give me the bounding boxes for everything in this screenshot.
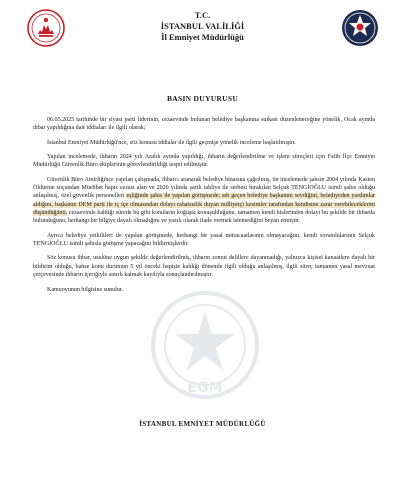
- document-title: BASIN DUYURUSU: [166, 94, 239, 103]
- paragraph-4-part-a: Güvenlik Büro Amirliğince yapılan çalışmada, ihbarcı aranarak belediye binasına çağrılmış, ön incelemede şahsın 2004 yılında Kasten Öldürme suçundan Müebbet hapis cezası alan ve 2020 yılında şartlı tahliye ile serbest bırakılan Selçuk TENGİOĞLU isimli şahıs olduğu anlaşılmış, özel güvenlik personelleri: [33, 176, 375, 200]
- paragraph-7: Kamuoyunun bilgisine sunulur.: [47, 286, 124, 293]
- paragraph-2: İstanbul Emniyet Müdürlüğü'nce, söz konusu iddialar ile ilgili geçmişe yönelik inceleme başlatılmıştır.: [47, 139, 296, 146]
- letterhead-line-mudurluk: İl Emniyet Müdürlüğü: [161, 32, 244, 42]
- paragraph-4-highlight: eşliğinde şahıs ile yapılan görüşmede; adı geçen belediye başkanını sevdiğini, belediyeden yardımlar aldığını, başkanın DEM parti ile iç içe olmasından dolayı rahatsızlık duyan milliyetçi kesimler tarafından kendisine zarar verebileceklerini düşündüğünü,: [33, 193, 375, 217]
- paragraph-4-part-c: cezaevinde kaldığı sürede bu gibi konuların koğuşta konuşulduğunu, tamamen kendi hislerinden dolayı bu şekilde bir ihbarda bulunduğunu, herhangi bir bilgiye dayalı olmadığını ve yazılı olarak ifade vermek istemediğini beyan etmiştir.: [33, 210, 375, 225]
- paragraph-5: Ayrıca belediye yetkilileri ile yapılan görüşmede, herhangi bir yasal müracaatlarının olmayacağını, kendi sorumlularının Selçuk TENGİOĞLU isimli şahısla görüşme yapacağını bildirmişlerdir.: [33, 232, 375, 248]
- paragraph-1: 06.05.2025 tarihinde bir siyasi parti liderinin, cezaevinde bulunan belediye başkanına suikast düzenleneceğine yönelik, Ocak ayında ihbar yapıldığına dair iddiaları ile ilgili olarak;: [33, 117, 375, 132]
- document-body: [33, 116, 375, 300]
- egm-police-emblem-watermark: [150, 290, 260, 400]
- letterhead: [0, 10, 405, 43]
- letterhead-line-tc: T.C.: [194, 10, 211, 20]
- paragraph-3: Yapılan incelemede, ihbarın 2024 yılı Aralık ayında yapıldığı, ihbarın değerlendirilme ve işlem süreçleri için Fatih İlçe Emniyet Müdürlüğü Güvenlik Büro ekiplerinin görevlendirildiği tespit edilmiştir.: [33, 154, 375, 169]
- paragraph-6: Söz konusu ihbar, usulüne uygun şekilde değerlendirilmiş, ihbarın somut delillere dayanmadığı, yalnızca kişisel kanaatlere dayalı bir bildirim olduğu, bahse konu durumun 5 yıl önceki hapiste kaldığı dönemle ilgili olduğu anlaşılmış, ilgili süreç tamamen yasal mevzuat çerçevesinde ihbarın içeriğiyle sınırlı kalmak kaydıyla sonuçlandırılmıştır.: [33, 255, 375, 279]
- watermark-text: EGM: [187, 380, 223, 396]
- paragraph-4: [33, 176, 375, 226]
- signature-block: İSTANBUL EMNİYET MÜDÜRLÜĞÜ: [139, 420, 266, 428]
- letterhead-line-valilik: İSTANBUL VALİLİĞİ: [160, 21, 245, 31]
